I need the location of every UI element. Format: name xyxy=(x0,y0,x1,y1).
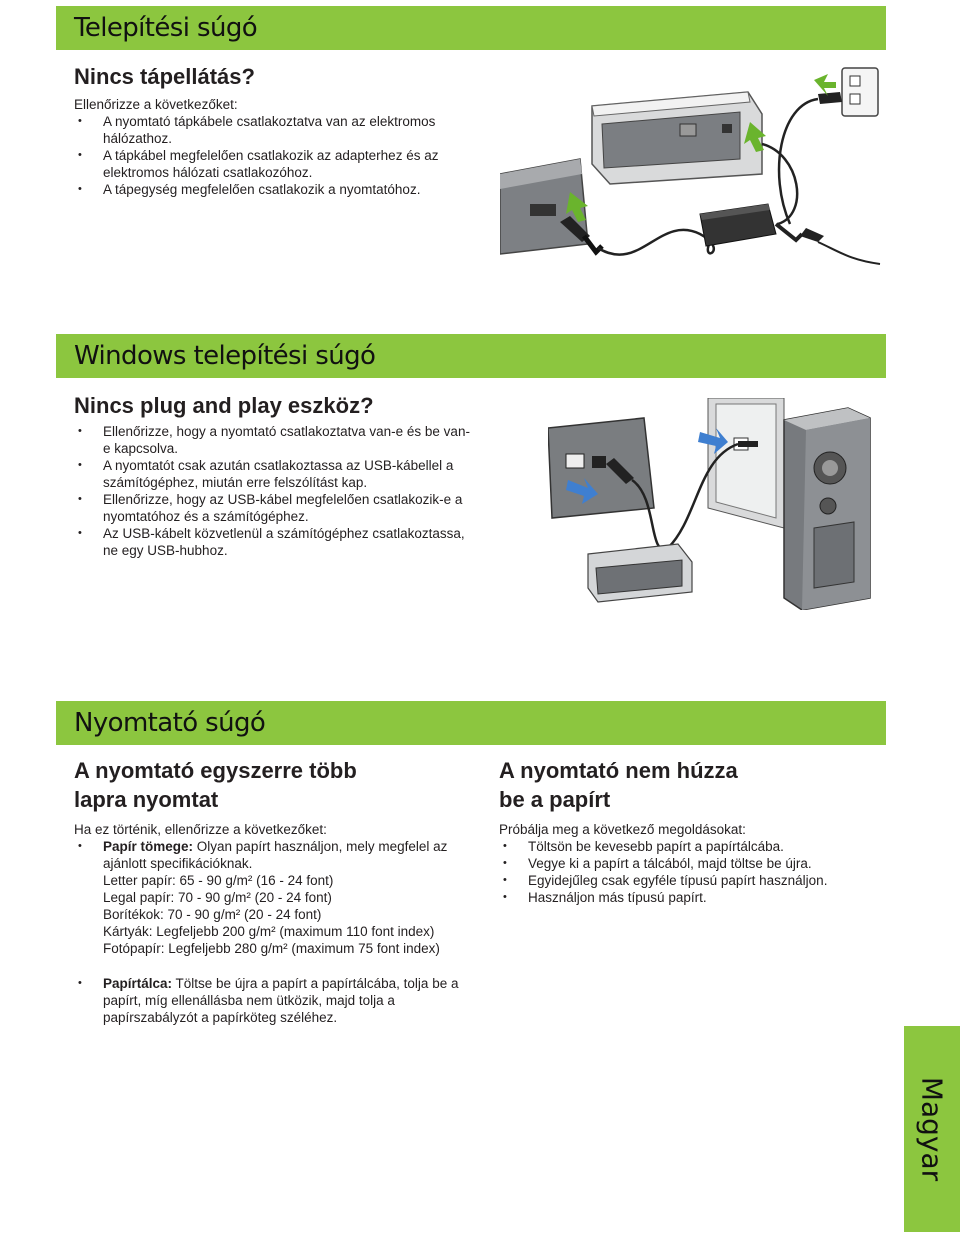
intro-text: Ellenőrizze a következőket: xyxy=(74,97,238,112)
heading-no-plug-and-play: Nincs plug and play eszköz? xyxy=(74,393,374,418)
list-item: • A nyomtatót csak azután csatlakoztassa az USB-kábellel a számítógéphez, miután erre felszólítást kap. xyxy=(74,457,474,491)
spec-line: Fotópapír: Legfeljebb 280 g/m² (maximum 75 font index) xyxy=(103,941,440,956)
list-item-paper-tray xyxy=(74,975,474,1026)
spec-line: Legal papír: 70 - 90 g/m² (20 - 24 font) xyxy=(103,890,332,905)
language-label: Magyar xyxy=(915,1076,949,1182)
spec-line: Borítékok: 70 - 90 g/m² (20 - 24 font) xyxy=(103,907,322,922)
heading-no-paper-feed-line1: A nyomtató nem húzza xyxy=(499,758,738,783)
heading-no-paper-feed-line2: be a papírt xyxy=(499,787,611,812)
paper-specs xyxy=(103,872,440,957)
spec-line: Letter papír: 65 - 90 g/m² (16 - 24 font) xyxy=(103,873,334,888)
paper-weight-text: Olyan papírt használjon, mely megfelel az ajánlott specifikációknak. xyxy=(103,839,448,871)
intro-text: Ha ez történik, ellenőrizze a következőket: xyxy=(74,822,327,837)
list-item: • Vegye ki a papírt a tálcából, majd töltse be újra. xyxy=(499,855,889,872)
printer-usb-illustration xyxy=(548,398,878,610)
tray-checklist xyxy=(74,975,474,1026)
section-title-windows-help: Windows telepítési súgó xyxy=(74,341,376,371)
paper-feed-checklist xyxy=(499,838,889,906)
language-side-tab xyxy=(904,1026,960,1232)
list-item: • Ellenőrizze, hogy az USB-kábel megfelelően csatlakozik-e a nyomtatóhoz és a számítógéphez. xyxy=(74,491,474,525)
spec-line: Kártyák: Legfeljebb 200 g/m² (maximum 110 font index) xyxy=(103,924,435,939)
list-item: • Ellenőrizze, hogy a nyomtató csatlakoztatva van-e és be van-e kapcsolva. xyxy=(74,423,474,457)
section-title-printer-help: Nyomtató súgó xyxy=(74,708,266,738)
intro-text: Próbálja meg a következő megoldásokat: xyxy=(499,822,746,837)
list-item: • A tápegység megfelelően csatlakozik a nyomtatóhoz. xyxy=(74,181,474,198)
multi-sheet-checklist xyxy=(74,838,474,872)
section-title-setup-help: Telepítési súgó xyxy=(74,13,258,43)
list-item: • Használjon más típusú papírt. xyxy=(499,889,889,906)
list-item: • A tápkábel megfelelően csatlakozik az adapterhez és az elektromos hálózati csatlakozóhoz. xyxy=(74,147,474,181)
usb-checklist xyxy=(74,423,474,559)
paper-tray-text: Töltse be újra a papírt a papírtálcába, tolja be a papírt, míg ellenállásba nem ütközik, majd tolja a papírszabályzót a papírköteg széléhez. xyxy=(103,976,459,1025)
heading-no-power: Nincs tápellátás? xyxy=(74,64,255,89)
paper-weight-label: Papír tömege: xyxy=(103,839,194,854)
heading-multiple-sheets-line1: A nyomtató egyszerre több xyxy=(74,758,357,783)
list-item: • Az USB-kábelt közvetlenül a számítógéphez csatlakoztassa, ne egy USB-hubhoz. xyxy=(74,525,474,559)
heading-multiple-sheets-line2: lapra nyomtat xyxy=(74,787,219,812)
list-item: • A nyomtató tápkábele csatlakoztatva van az elektromos hálózathoz. xyxy=(74,113,474,147)
list-item-paper-weight xyxy=(74,838,474,872)
list-item: • Egyidejűleg csak egyféle típusú papírt használjon. xyxy=(499,872,889,889)
list-item: • Töltsön be kevesebb papírt a papírtálcába. xyxy=(499,838,889,855)
paper-tray-label: Papírtálca: xyxy=(103,976,173,991)
power-checklist xyxy=(74,113,474,198)
printer-power-illustration xyxy=(500,64,890,274)
